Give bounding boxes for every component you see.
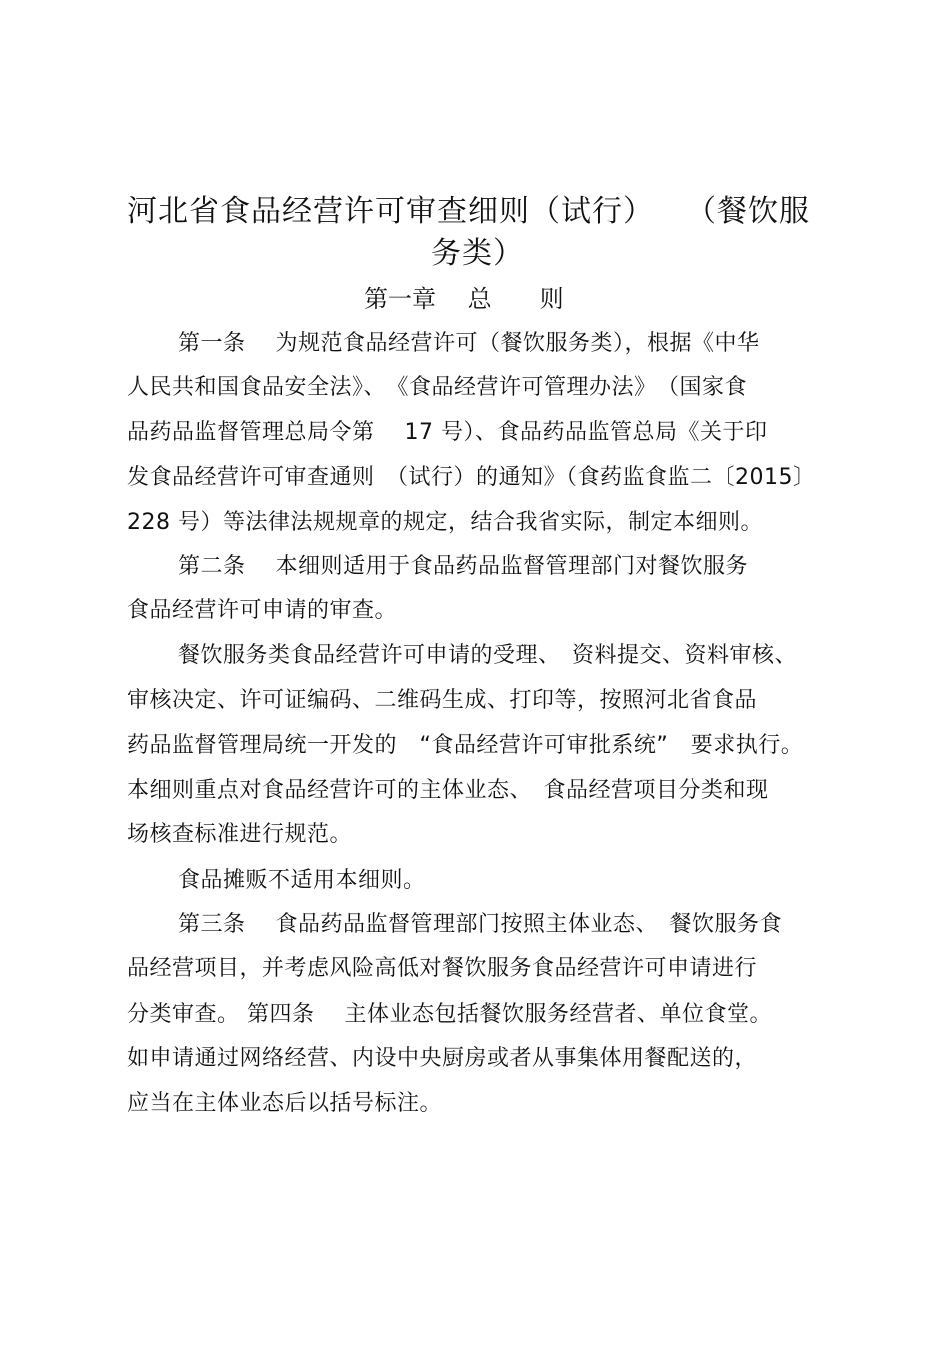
- body-line: 228 号）等法律法规规章的规定，结合我省实际，制定本细则。: [127, 510, 763, 535]
- body-line: 品经营项目，并考虑风险高低对餐饮服务食品经营许可申请进行: [127, 956, 758, 981]
- body-line: 应当在主体业态后以括号标注。: [127, 1091, 443, 1116]
- body-line: 审核决定、许可证编码、二维码生成、打印等，按照河北省食品: [127, 688, 758, 713]
- body-line: 第一条 为规范食品经营许可（餐饮服务类），根据《中华: [178, 331, 760, 356]
- body-line: 第三条 食品药品监督管理部门按照主体业态、 餐饮服务食: [178, 912, 782, 937]
- body-line: 发食品经营许可审查通则 （试行）的通知》（食药监食监二〔2015〕: [127, 465, 816, 490]
- chapter-heading: 第一章 总 则: [364, 285, 564, 313]
- body-line: 品药品监督管理总局令第 17 号）、食品药品监管总局《关于印: [127, 420, 768, 445]
- body-line: 第二条 本细则适用于食品药品监督管理部门对餐饮服务: [178, 554, 748, 579]
- body-line: 如申请通过网络经营、内设中央厨房或者从事集体用餐配送的，: [127, 1046, 758, 1071]
- document-title-line-2: 务类）: [431, 236, 524, 271]
- body-line: 分类审查。 第四条 主体业态包括餐饮服务经营者、单位食堂。: [127, 1002, 772, 1027]
- body-line: 食品经营许可申请的审查。: [127, 598, 398, 623]
- body-line: 人民共和国食品安全法》、 《食品经营许可管理办法》 （国家食: [127, 375, 748, 400]
- body-line: 药品监督管理局统一开发的 “食品经营许可审批系统” 要求执行。: [127, 733, 804, 758]
- body-line: 食品摊贩不适用本细则。: [178, 868, 426, 893]
- document-title-line-1: 河北省食品经营许可审查细则（试行） （餐饮服: [127, 194, 810, 229]
- body-line: 场核查标准进行规范。: [127, 822, 353, 847]
- body-line: 餐饮服务类食品经营许可申请的受理、 资料提交、资料审核、: [178, 643, 798, 668]
- body-line: 本细则重点对食品经营许可的主体业态、 食品经营项目分类和现: [127, 778, 769, 803]
